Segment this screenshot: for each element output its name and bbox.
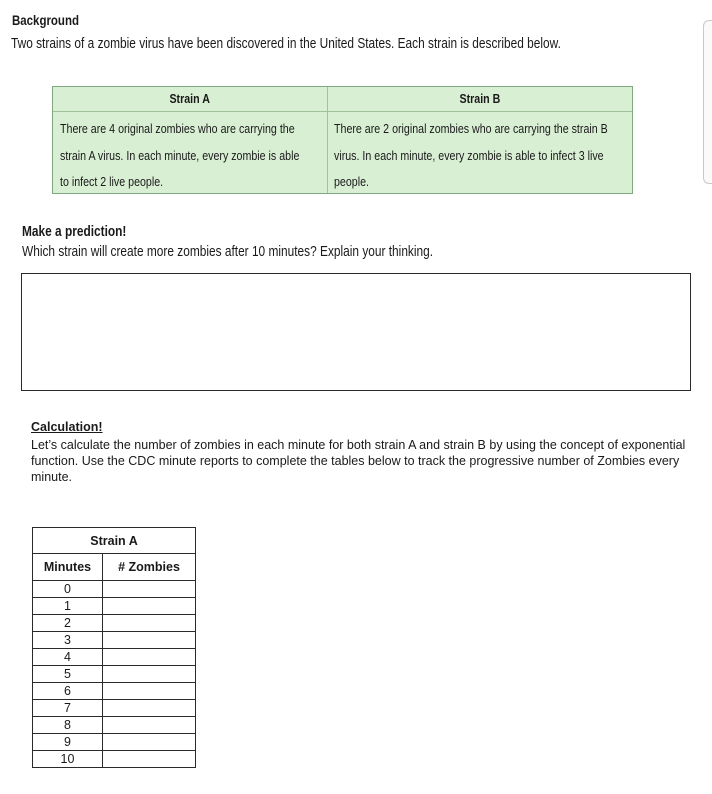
table-row	[33, 717, 196, 734]
calculation-instructions: Let’s calculate the number of zombies in each minute for both strain A and strain B by using the concept of exponential function. Use the CDC minute reports to complete the tables below to track the progressive number of Zombies every minute.	[31, 438, 686, 484]
table-row	[33, 683, 196, 700]
minutes-column-header: Minutes	[33, 554, 103, 581]
zombie-count-cell[interactable]	[103, 751, 196, 768]
minute-cell: 6	[33, 683, 103, 700]
zombies-column-header: # Zombies	[103, 554, 196, 581]
strain-a-line: to infect 2 live people.	[60, 174, 164, 189]
strain-a-line: strain A virus. In each minute, every zombie is able	[60, 147, 300, 163]
table-row	[33, 700, 196, 717]
zombie-count-cell[interactable]	[103, 666, 196, 683]
zombie-count-cell[interactable]	[103, 717, 196, 734]
prediction-answer-box[interactable]	[21, 273, 691, 391]
table-row	[33, 632, 196, 649]
strain-b-description	[327, 112, 632, 196]
zombie-count-cell[interactable]	[103, 581, 196, 598]
zombie-count-cell[interactable]	[103, 649, 196, 666]
minute-cell: 0	[33, 581, 103, 598]
minute-cell: 10	[33, 751, 103, 768]
strain-a-column	[53, 87, 328, 193]
strain-a-header: Strain A	[53, 87, 327, 112]
zombie-count-cell[interactable]	[103, 615, 196, 632]
strain-b-line: There are 2 original zombies who are carrying the strain B	[334, 121, 608, 136]
strain-a-table-title: Strain A	[33, 528, 196, 554]
minute-cell: 4	[33, 649, 103, 666]
zombie-count-cell[interactable]	[103, 632, 196, 649]
minute-cell: 3	[33, 632, 103, 649]
side-panel-tab[interactable]	[703, 20, 712, 184]
background-heading: Background	[12, 12, 79, 28]
table-row	[33, 649, 196, 666]
table-row	[33, 581, 196, 598]
strain-a-description	[53, 112, 327, 196]
table-row	[33, 734, 196, 751]
table-row	[33, 598, 196, 615]
background-text: Two strains of a zombie virus have been discovered in the United States. Each strain is described below.	[11, 36, 561, 52]
table-row	[33, 615, 196, 632]
prediction-question: Which strain will create more zombies after 10 minutes? Explain your thinking.	[22, 244, 434, 260]
strain-b-header: Strain B	[327, 87, 632, 112]
zombie-count-cell[interactable]	[103, 683, 196, 700]
minute-cell: 5	[33, 666, 103, 683]
strain-b-line: virus. In each minute, every zombie is able to infect 3 live	[334, 147, 604, 163]
table-row	[33, 751, 196, 768]
strain-b-line: people.	[334, 174, 369, 189]
minute-cell: 9	[33, 734, 103, 751]
minute-cell: 2	[33, 615, 103, 632]
zombie-count-cell[interactable]	[103, 734, 196, 751]
calculation-heading: Calculation!	[31, 420, 103, 434]
minute-cell: 1	[33, 598, 103, 615]
prediction-heading: Make a prediction!	[22, 224, 127, 240]
strain-description-table	[52, 86, 633, 194]
table-row	[33, 666, 196, 683]
strain-a-zombie-table	[32, 527, 196, 768]
zombie-count-cell[interactable]	[103, 598, 196, 615]
strain-b-column	[327, 87, 632, 193]
strain-a-line: There are 4 original zombies who are carrying the	[60, 121, 295, 136]
minute-cell: 7	[33, 700, 103, 717]
minute-cell: 8	[33, 717, 103, 734]
zombie-count-cell[interactable]	[103, 700, 196, 717]
